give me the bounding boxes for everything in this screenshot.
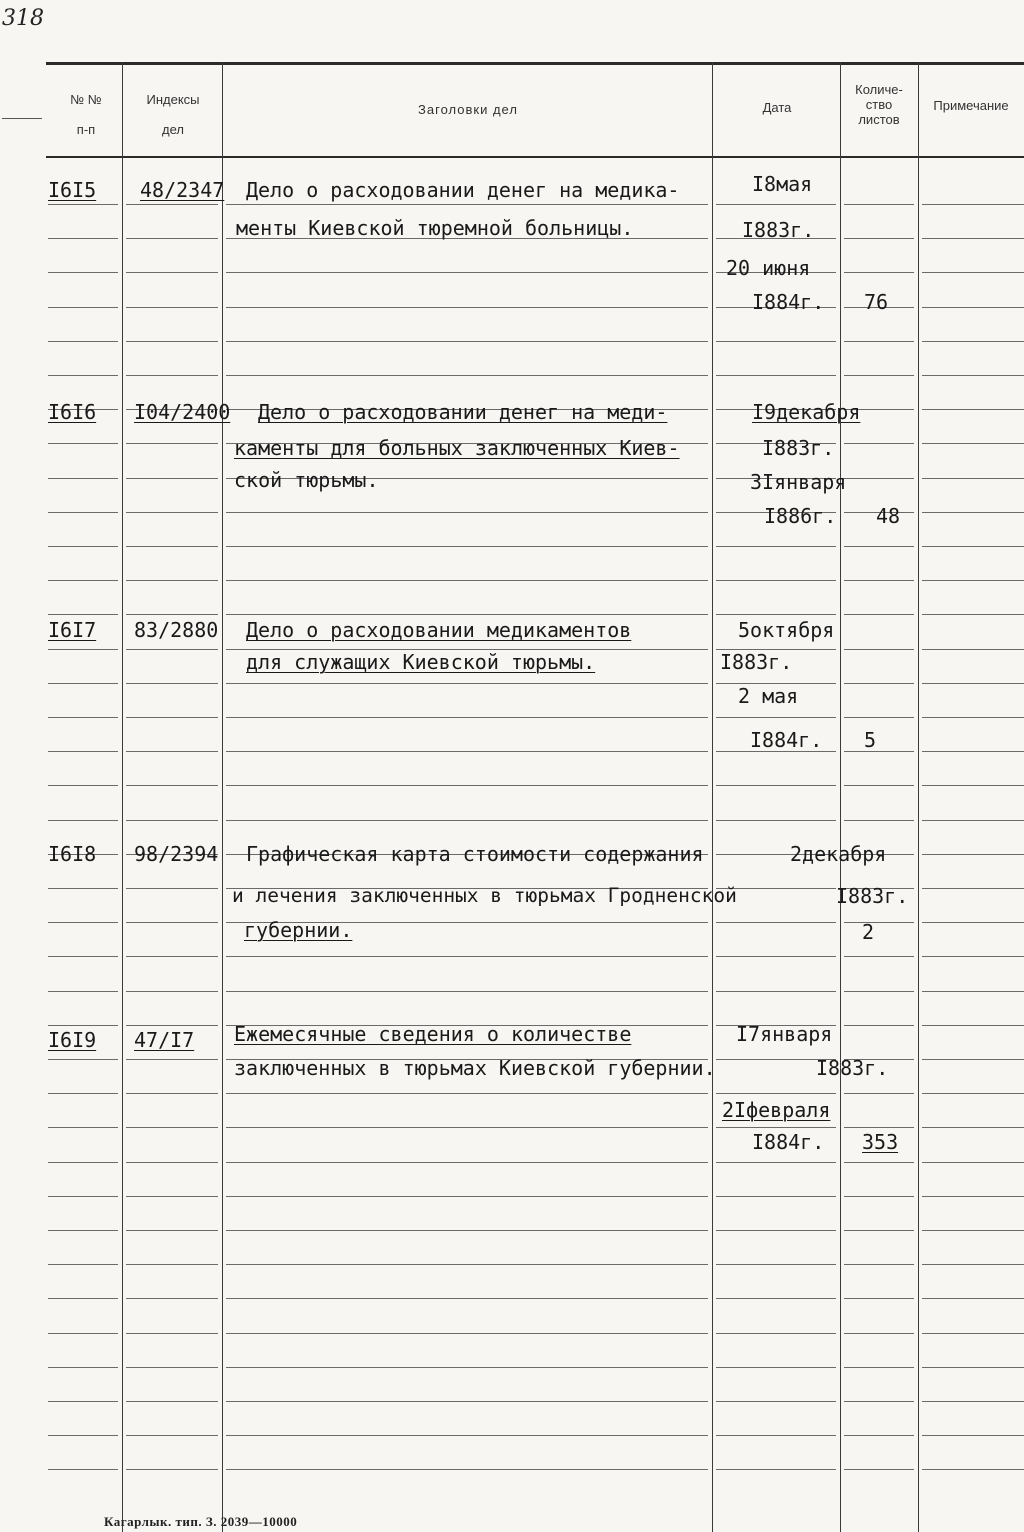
entry-index: 48/2347: [140, 178, 225, 202]
ruled-line: [716, 1469, 836, 1470]
ruled-line: [716, 1162, 836, 1163]
ruled-line: [48, 683, 118, 684]
ruled-line: [922, 512, 1024, 513]
ruled-line: [226, 683, 708, 684]
ruled-line: [226, 614, 708, 615]
ruled-line: [226, 341, 708, 342]
entry-title-line: заключенных в тюрьмах Киевской губернии.: [234, 1056, 716, 1080]
ruled-line: [48, 478, 118, 479]
ruled-line: [922, 1059, 1024, 1060]
margin-dash: [2, 118, 42, 119]
entry-number: I6I8: [48, 842, 97, 866]
ruled-line: [922, 1230, 1024, 1231]
ruled-line: [716, 204, 836, 205]
ruled-line: [226, 1298, 708, 1299]
ruled-line: [126, 204, 218, 205]
ruled-line: [716, 1264, 836, 1265]
entry-title-line: менты Киевской тюремной больницы.: [236, 216, 634, 240]
ruled-line: [922, 1093, 1024, 1094]
printer-imprint: Кагарлык. тип. З. 2039—10000: [104, 1514, 298, 1529]
ruled-line: [48, 956, 118, 957]
ruled-line: [126, 1127, 218, 1128]
header-number-sub: п-п: [76, 122, 96, 137]
ruled-line: [48, 1025, 118, 1026]
ruled-line: [126, 375, 218, 376]
entry-title-line: Ежемесячные сведения о количестве: [234, 1022, 632, 1046]
ruled-line: [844, 751, 914, 752]
ruled-line: [48, 991, 118, 992]
ruled-line: [226, 956, 708, 957]
ruled-line: [716, 820, 836, 821]
ruled-line: [226, 1127, 708, 1128]
ruled-line: [922, 888, 1024, 889]
column-divider: [840, 62, 841, 1532]
ruled-line: [226, 1196, 708, 1197]
ruled-line: [126, 751, 218, 752]
header-note: Примечание: [933, 98, 1009, 113]
ruled-line: [126, 888, 218, 889]
entry-title-line: для служащих Киевской тюрьмы.: [246, 650, 596, 674]
ruled-line: [716, 1127, 836, 1128]
ruled-line: [126, 1162, 218, 1163]
ruled-line: [716, 614, 836, 615]
header-index-label: Индексы: [146, 92, 200, 107]
column-divider: [122, 62, 123, 1532]
ruled-line: [922, 1264, 1024, 1265]
ruled-line: [922, 614, 1024, 615]
ruled-line: [48, 272, 118, 273]
entry-sheet-count: 2: [862, 920, 875, 944]
ruled-line: [126, 1367, 218, 1368]
ruled-line: [126, 238, 218, 239]
ruled-line: [126, 443, 218, 444]
ruled-line: [844, 1401, 914, 1402]
ruled-line: [48, 649, 118, 650]
ruled-line: [126, 1093, 218, 1094]
entry-date-line: I9декабря: [752, 400, 861, 424]
header-index: [124, 92, 222, 138]
ruled-line: [48, 1230, 118, 1231]
entry-title-line: каменты для больных заключенных Киев-: [234, 436, 680, 460]
ruled-line: [922, 1196, 1024, 1197]
ruled-line: [716, 341, 836, 342]
ruled-line: [48, 1093, 118, 1094]
ruled-line: [844, 785, 914, 786]
ruled-line: [716, 1093, 836, 1094]
ruled-line: [922, 751, 1024, 752]
ruled-line: [844, 1333, 914, 1334]
ruled-line: [922, 785, 1024, 786]
ruled-line: [226, 204, 708, 205]
ruled-line: [126, 307, 218, 308]
ruled-line: [716, 1333, 836, 1334]
ruled-line: [844, 478, 914, 479]
ruled-line: [922, 546, 1024, 547]
ruled-line: [922, 580, 1024, 581]
ruled-line: [126, 512, 218, 513]
ruled-line: [48, 785, 118, 786]
ruled-line: [716, 1435, 836, 1436]
ruled-line: [226, 307, 708, 308]
header-sheets: [840, 82, 918, 127]
entry-date-line: I884г.: [752, 290, 825, 314]
ruled-line: [48, 1196, 118, 1197]
entry-index: 83/2880: [134, 618, 219, 642]
ruled-line: [48, 614, 118, 615]
ruled-line: [922, 717, 1024, 718]
ruled-line: [226, 1264, 708, 1265]
ruled-line: [716, 1298, 836, 1299]
ruled-line: [922, 1469, 1024, 1470]
ruled-line: [844, 1025, 914, 1026]
header-number-label: № №: [70, 92, 102, 107]
ruled-line: [922, 443, 1024, 444]
entry-number: I6I5: [48, 178, 97, 202]
ruled-line: [922, 1127, 1024, 1128]
entry-date-line: I883г.: [762, 436, 835, 460]
ruled-line: [844, 1367, 914, 1368]
ruled-line: [922, 991, 1024, 992]
ruled-line: [126, 341, 218, 342]
ruled-line: [844, 1435, 914, 1436]
ruled-line: [844, 1196, 914, 1197]
ruled-line: [48, 1162, 118, 1163]
ruled-line: [226, 1333, 708, 1334]
ruled-line: [716, 1367, 836, 1368]
ruled-line: [226, 1469, 708, 1470]
entry-sheet-count: 76: [864, 290, 889, 314]
entry-title-line: губернии.: [244, 918, 353, 942]
ruled-line: [226, 546, 708, 547]
ruled-line: [126, 1333, 218, 1334]
ruled-line: [226, 1230, 708, 1231]
entry-date-line: I884г.: [752, 1130, 825, 1154]
ruled-line: [844, 1469, 914, 1470]
ruled-line: [844, 1230, 914, 1231]
ruled-line: [922, 272, 1024, 273]
ruled-line: [126, 478, 218, 479]
entry-date-line: 2Iфевраля: [722, 1098, 831, 1122]
ruled-line: [922, 649, 1024, 650]
ruled-line: [48, 1367, 118, 1368]
ruled-line: [844, 614, 914, 615]
ruled-line: [48, 546, 118, 547]
ruled-line: [844, 922, 914, 923]
header-sheets-l2: ство: [865, 97, 893, 112]
ruled-line: [922, 375, 1024, 376]
ruled-line: [48, 238, 118, 239]
ruled-line: [126, 1059, 218, 1060]
ruled-line: [126, 1025, 218, 1026]
ruled-line: [48, 751, 118, 752]
entry-date-line: 2 мая: [738, 684, 799, 708]
ruled-line: [126, 1298, 218, 1299]
ruled-line: [126, 1230, 218, 1231]
ruled-line: [844, 341, 914, 342]
ruled-line: [844, 375, 914, 376]
ruled-line: [126, 683, 218, 684]
ruled-line: [48, 1059, 118, 1060]
entry-date-line: I883г.: [836, 884, 909, 908]
ruled-line: [716, 375, 836, 376]
ruled-line: [716, 785, 836, 786]
column-divider: [222, 62, 223, 1532]
entry-title-line: Дело о расходовании денег на меди-: [258, 400, 668, 424]
ruled-line: [226, 1093, 708, 1094]
ruled-line: [226, 1401, 708, 1402]
ruled-line: [844, 956, 914, 957]
ruled-line: [126, 272, 218, 273]
entry-date-line: 2декабря: [790, 842, 887, 866]
ruled-line: [844, 1127, 914, 1128]
entry-date-line: I884г.: [750, 728, 823, 752]
ruled-line: [922, 956, 1024, 957]
ruled-line: [48, 1435, 118, 1436]
ruled-line: [716, 1196, 836, 1197]
ruled-line: [126, 1264, 218, 1265]
ruled-line: [844, 1264, 914, 1265]
header-titles: Заголовки дел: [418, 102, 518, 117]
ruled-line: [844, 820, 914, 821]
ruled-line: [48, 307, 118, 308]
ruled-line: [844, 272, 914, 273]
ruled-line: [922, 409, 1024, 410]
ruled-line: [226, 272, 708, 273]
ruled-line: [126, 922, 218, 923]
ruled-line: [716, 956, 836, 957]
entry-date-line: I886г.: [764, 504, 837, 528]
ruled-line: [922, 1367, 1024, 1368]
entry-index: 47/I7: [134, 1028, 195, 1052]
ruled-line: [844, 991, 914, 992]
ruled-line: [126, 1469, 218, 1470]
ruled-line: [716, 580, 836, 581]
ruled-line: [922, 683, 1024, 684]
ruled-line: [226, 1435, 708, 1436]
entry-title-line: и лечения заключенных в тюрьмах Гродненской: [232, 884, 737, 907]
entry-date-line: I883г.: [720, 650, 793, 674]
header-date: Дата: [762, 100, 792, 115]
ruled-line: [844, 580, 914, 581]
ruled-line: [844, 649, 914, 650]
ruled-line: [48, 1401, 118, 1402]
ruled-line: [126, 956, 218, 957]
entry-number: I6I9: [48, 1028, 97, 1052]
ruled-line: [48, 443, 118, 444]
ruled-line: [922, 1401, 1024, 1402]
table-top-rule: [46, 62, 1024, 65]
header-sheets-l1: Количе-: [855, 82, 903, 97]
ruled-line: [48, 1298, 118, 1299]
column-divider: [712, 62, 713, 1532]
header-sheets-l3: листов: [858, 112, 900, 127]
ruled-line: [922, 1025, 1024, 1026]
entry-number: I6I7: [48, 618, 97, 642]
ruled-line: [48, 1333, 118, 1334]
ruled-line: [126, 785, 218, 786]
ruled-line: [716, 1401, 836, 1402]
ruled-line: [126, 717, 218, 718]
ruled-line: [844, 717, 914, 718]
ruled-line: [226, 375, 708, 376]
ruled-line: [226, 751, 708, 752]
ruled-line: [48, 1469, 118, 1470]
entry-date-line: 5октября: [738, 618, 835, 642]
entry-sheet-count: 353: [862, 1130, 899, 1154]
ruled-line: [126, 1435, 218, 1436]
page-mark: 318: [2, 6, 44, 31]
ruled-line: [48, 820, 118, 821]
ruled-line: [844, 1298, 914, 1299]
ruled-line: [48, 888, 118, 889]
ruled-line: [48, 375, 118, 376]
ruled-line: [716, 991, 836, 992]
ruled-line: [844, 1093, 914, 1094]
ruled-line: [226, 717, 708, 718]
ruled-line: [922, 1435, 1024, 1436]
ruled-line: [716, 717, 836, 718]
ruled-line: [922, 854, 1024, 855]
ruled-line: [922, 820, 1024, 821]
ruled-line: [844, 238, 914, 239]
ruled-line: [922, 307, 1024, 308]
ruled-line: [844, 443, 914, 444]
ruled-line: [48, 1264, 118, 1265]
entry-sheet-count: 48: [876, 504, 901, 528]
ruled-line: [226, 991, 708, 992]
entry-number: I6I6: [48, 400, 97, 424]
ruled-line: [922, 1298, 1024, 1299]
ruled-line: [844, 546, 914, 547]
ruled-line: [922, 478, 1024, 479]
ruled-line: [126, 991, 218, 992]
entry-title-line: Дело о расходовании медикаментов: [246, 618, 632, 642]
ruled-line: [48, 717, 118, 718]
ruled-line: [922, 238, 1024, 239]
ruled-line: [48, 580, 118, 581]
header-number: [50, 92, 122, 138]
ruled-line: [226, 580, 708, 581]
ruled-line: [126, 580, 218, 581]
entry-sheet-count: 5: [864, 728, 877, 752]
entry-index: 98/2394: [134, 842, 219, 866]
entry-title-line: Графическая карта стоимости содержания: [246, 842, 704, 866]
ruled-line: [126, 546, 218, 547]
ruled-line: [844, 204, 914, 205]
ruled-line: [716, 922, 836, 923]
entry-date-line: 3Iянваря: [750, 470, 847, 494]
entry-date-line: I883г.: [742, 218, 815, 242]
ruled-line: [922, 341, 1024, 342]
ruled-line: [126, 1401, 218, 1402]
ruled-line: [226, 785, 708, 786]
header-index-sub: дел: [162, 122, 184, 137]
entry-date-line: I7января: [736, 1022, 833, 1046]
entry-index: I04/2400: [134, 400, 231, 424]
ruled-line: [716, 1230, 836, 1231]
ruled-line: [226, 1162, 708, 1163]
ruled-line: [226, 512, 708, 513]
ruled-line: [844, 1162, 914, 1163]
entry-title-line: Дело о расходовании денег на медика-: [246, 178, 680, 202]
ruled-line: [844, 683, 914, 684]
ruled-line: [922, 1162, 1024, 1163]
ruled-line: [226, 820, 708, 821]
ruled-line: [126, 820, 218, 821]
ruled-line: [48, 512, 118, 513]
ruled-line: [922, 922, 1024, 923]
ruled-line: [48, 922, 118, 923]
ruled-line: [922, 1333, 1024, 1334]
entry-title-line: ской тюрьмы.: [234, 468, 379, 492]
table-header-rule: [46, 156, 1024, 158]
entry-date-line: I883г.: [816, 1056, 889, 1080]
entry-date-line: I8мая: [752, 172, 813, 196]
ruled-line: [48, 1127, 118, 1128]
ruled-line: [126, 614, 218, 615]
ruled-line: [716, 546, 836, 547]
ruled-line: [48, 341, 118, 342]
ruled-line: [126, 1196, 218, 1197]
entry-date-line: 20 июня: [726, 256, 811, 280]
ruled-line: [922, 204, 1024, 205]
ruled-line: [48, 204, 118, 205]
ruled-line: [226, 1367, 708, 1368]
column-divider: [918, 62, 919, 1532]
ruled-line: [126, 649, 218, 650]
